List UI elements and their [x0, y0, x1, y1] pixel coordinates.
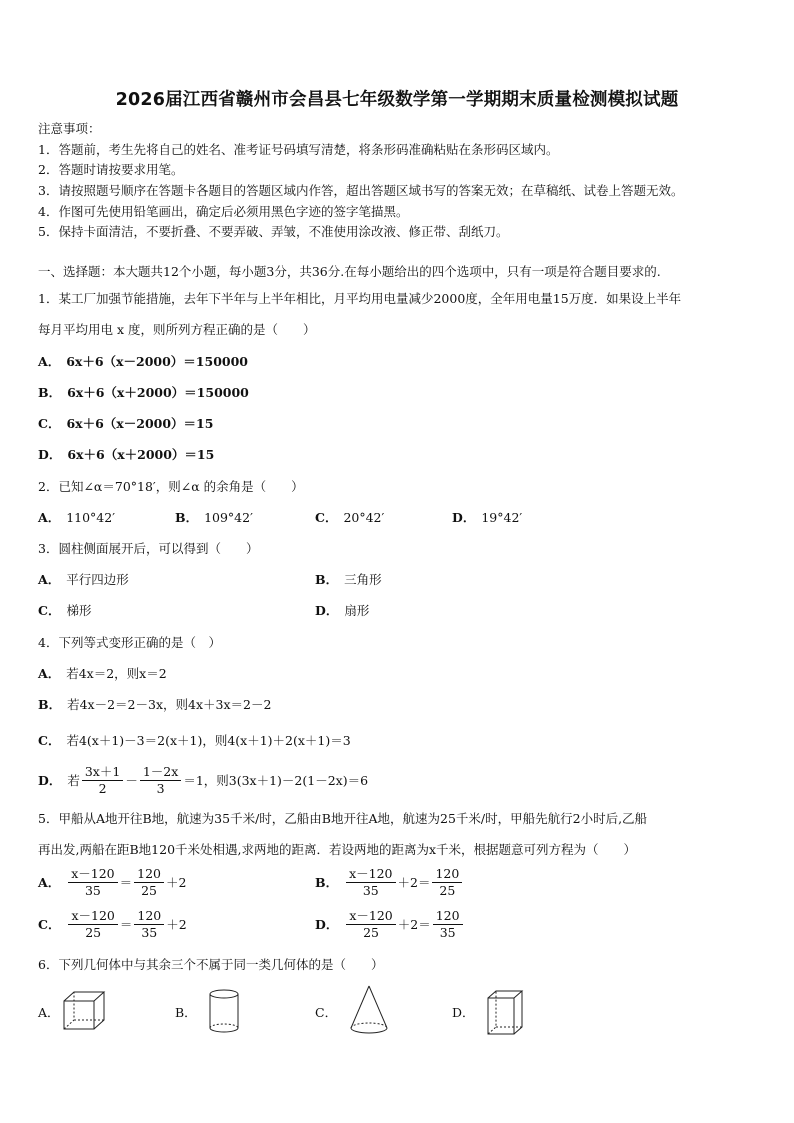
- denominator: 35: [84, 883, 101, 898]
- option-label: C．: [38, 416, 61, 431]
- option-label: B．: [315, 874, 339, 890]
- option-label: D．: [38, 772, 62, 788]
- fraction: [346, 867, 395, 898]
- operator: ＋2＝: [397, 874, 431, 890]
- denominator: 25: [363, 925, 379, 940]
- numerator: 1－2x: [140, 765, 181, 781]
- option-text: 若4x＝2，则x＝2: [66, 666, 167, 681]
- fraction: [82, 765, 123, 796]
- option-text: 三角形: [344, 572, 382, 587]
- option-text: 扇形: [344, 603, 370, 618]
- denominator: 35: [141, 925, 158, 940]
- notice-item: 3．请按照题号顺序在答题卡各题目的答题区域内作答，超出答题区域书写的答案无效；在草稿纸、试卷上答题无效。: [38, 183, 684, 198]
- cylinder-icon: [206, 988, 242, 1036]
- option-label: C．: [38, 603, 61, 618]
- option-text: 6x＋6（x＋2000）＝150000: [67, 385, 249, 400]
- q5-option-c: [38, 909, 187, 940]
- cone-icon: [347, 984, 391, 1036]
- q3-option-c: [38, 603, 91, 619]
- q3-option-a: [38, 572, 129, 588]
- q6-option-c-label: C．: [315, 1005, 338, 1020]
- q4-option-c: [38, 733, 351, 749]
- denominator: 25: [141, 883, 158, 898]
- notice-item: 4．作图可先使用铅笔画出，确定后必须用黑色字迹的签字笔描黑。: [38, 204, 409, 219]
- option-label: B．: [175, 510, 199, 525]
- notice-heading: 注意事项：: [38, 121, 101, 136]
- question-6-stem: 6．下列几何体中与其余三个不属于同一类几何体的是（ ）: [38, 957, 384, 972]
- option-text: 109°42′: [204, 510, 253, 525]
- denominator: 35: [362, 883, 379, 898]
- option-text: 6x＋6（x－2000）＝150000: [66, 354, 248, 369]
- fraction: [68, 909, 117, 940]
- page-title: 2026届江西省赣州市会昌县七年级数学第一学期期末质量检测模拟试题: [115, 90, 679, 110]
- fraction: [68, 867, 117, 898]
- q4-option-d: [38, 765, 368, 796]
- option-text: 若4x－2＝2－3x，则4x＋3x＝2－2: [67, 697, 272, 712]
- q6-option-a-label: A．: [38, 1005, 60, 1020]
- q5-option-d: [315, 909, 465, 940]
- numerator: 3x＋1: [82, 765, 123, 781]
- option-label: A．: [38, 354, 61, 369]
- q1-option-c: [38, 416, 213, 432]
- section-heading: 一、选择题：本大题共12个小题，每小题3分，共36分.在每小题给出的四个选项中，只有一项是符合题目要求的.: [38, 264, 661, 279]
- question-1-stem-cont: 每月平均用电 x 度，则所列方程正确的是（ ）: [38, 322, 316, 337]
- q4-option-b: [38, 697, 271, 713]
- denominator: 25: [439, 883, 456, 898]
- option-label: D．: [315, 916, 339, 932]
- option-label: B．: [38, 697, 62, 712]
- numerator: 120: [134, 867, 164, 883]
- fraction: [433, 909, 463, 940]
- q1-option-d: [38, 447, 214, 463]
- q2-option-d: [452, 510, 522, 526]
- q2-option-a: [38, 510, 115, 526]
- option-label: A．: [38, 572, 61, 587]
- numerator: x－120: [346, 909, 395, 925]
- operator: ＝: [119, 916, 133, 932]
- question-4-stem: 4．下列等式变形正确的是（ ）: [38, 635, 221, 650]
- fraction: [140, 765, 181, 796]
- question-2-stem: 2．已知∠α＝70°18′，则∠α 的余角是（ ）: [38, 479, 304, 494]
- q2-option-c: [315, 510, 384, 526]
- operator: －: [125, 772, 138, 788]
- fraction: [432, 867, 462, 898]
- fraction: [134, 867, 164, 898]
- option-text: 19°42′: [481, 510, 523, 525]
- q5-option-b: [315, 867, 464, 898]
- option-text: 平行四边形: [66, 572, 129, 587]
- option-text: 110°42′: [66, 510, 116, 525]
- notice-item: 2．答题时请按要求用笔。: [38, 162, 184, 177]
- q3-option-d: [315, 603, 369, 619]
- question-3-stem: 3．圆柱侧面展开后，可以得到（ ）: [38, 541, 259, 556]
- fraction: [346, 909, 395, 940]
- option-label: A．: [38, 510, 61, 525]
- denominator: 35: [439, 925, 456, 940]
- option-label: D．: [315, 603, 339, 618]
- q6-option-d-label: D．: [452, 1005, 475, 1020]
- option-label: A．: [38, 874, 61, 890]
- q5-option-a: [38, 867, 186, 898]
- notice-item: 1．答题前，考生先将自己的姓名、准考证号码填写清楚，将条形码准确粘贴在条形码区域内。: [38, 142, 559, 157]
- option-label: A．: [38, 666, 61, 681]
- numerator: x－120: [68, 909, 117, 925]
- option-text: 6x＋6（x－2000）＝15: [66, 416, 214, 431]
- numerator: 120: [134, 909, 164, 925]
- option-text-pre: 若: [67, 772, 80, 788]
- q1-option-a: [38, 354, 248, 370]
- option-label: C．: [315, 510, 338, 525]
- operator-tail: ＋2: [166, 916, 187, 932]
- option-text-post: ＝1，则3(3x＋1)－2(1－2x)＝6: [183, 772, 369, 788]
- option-text: 若4(x＋1)－3＝2(x＋1)，则4(x＋1)＋2(x＋1)＝3: [66, 733, 351, 748]
- numerator: 120: [432, 867, 462, 883]
- operator-tail: ＋2: [166, 874, 187, 890]
- denominator: 2: [98, 781, 107, 796]
- fraction: [134, 909, 164, 940]
- question-5-stem-cont: 再出发,两船在距B地120千米处相遇,求两地的距离．若设两地的距离为x千米，根据题意可列方程为（ ）: [38, 842, 637, 857]
- q2-option-b: [175, 510, 253, 526]
- option-label: D．: [38, 447, 62, 462]
- denominator: 3: [156, 781, 165, 796]
- prism-icon: [484, 988, 526, 1038]
- option-label: C．: [38, 916, 61, 932]
- option-text: 梯形: [66, 603, 92, 618]
- option-label: D．: [452, 510, 476, 525]
- numerator: 120: [433, 909, 463, 925]
- operator: ＝: [119, 874, 133, 890]
- q6-option-b-label: B．: [175, 1005, 197, 1020]
- numerator: x－120: [68, 867, 117, 883]
- q4-option-a: [38, 666, 167, 682]
- q3-option-b: [315, 572, 382, 588]
- denominator: 25: [85, 925, 102, 940]
- cube-icon: [60, 988, 108, 1034]
- q1-option-b: [38, 385, 249, 401]
- question-5-stem: 5．甲船从A地开往B地，航速为35千米/时，乙船由B地开往A地，航速为25千米/时，甲船先航行2小时后,乙船: [38, 811, 648, 826]
- operator: ＋2＝: [397, 916, 431, 932]
- option-label: B．: [38, 385, 62, 400]
- option-text: 6x＋6（x＋2000）＝15: [67, 447, 215, 462]
- question-1-stem: 1．某工厂加强节能措施，去年下半年与上半年相比，月平均用电量减少2000度，全年用电量15万度．如果设上半年: [38, 291, 682, 306]
- numerator: x－120: [346, 867, 395, 883]
- option-text: 20°42′: [343, 510, 385, 525]
- option-label: C．: [38, 733, 61, 748]
- notice-item: 5．保持卡面清洁，不要折叠、不要弄破、弄皱，不准使用涂改液、修正带、刮纸刀。: [38, 224, 509, 239]
- option-label: B．: [315, 572, 339, 587]
